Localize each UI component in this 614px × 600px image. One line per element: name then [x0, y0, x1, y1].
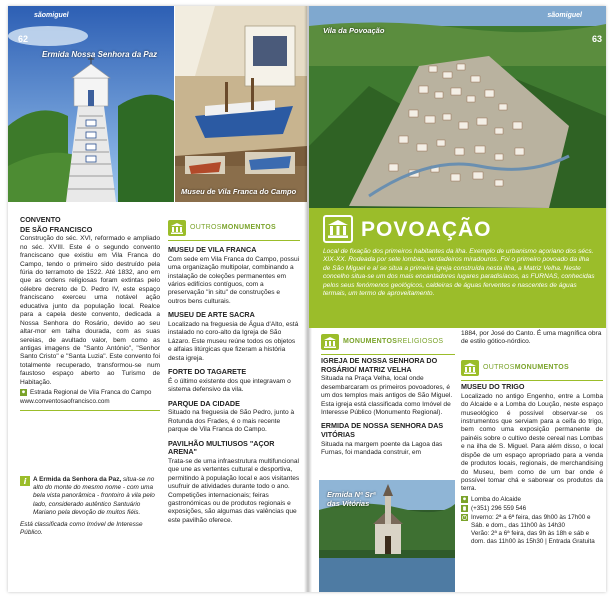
monumentos-religiosos-heading: MONUMENTOSRELIGIOSOS [343, 337, 444, 345]
location-icon [461, 496, 468, 503]
entry-ermida-vitorias: ERMIDA DE NOSSA SENHORA DAS VITÓRIAS Situada na margem poente da Lagoa das Furnas, foi mandada construir, em [321, 421, 444, 457]
right-page [309, 6, 606, 592]
section-divider-religiosos [321, 354, 455, 355]
section-divider [168, 240, 300, 241]
convento-body: Construção do séc. XVI, reformado e ampliado no séc. XVIII. Este é o segundo convento franciscano que existiu em Vila Franca do Campo, tendo o primeiro sido destruído pela fúria do terramoto de 1522. Até 1832, ano em que as ordens religiosas foram extintas pelo célebre decreto de D. Pedro IV, este espaço franciscano exerceu uma notável ação educativa junto da população local. Realce para a capela deste convento, dedicada a Nossa Senhora do Rosário, devido ao seu altar-mor em talha dourada, com as suas sereias, de avultado valor, bem como as antigas imagens de "Santo António", "Senhor Santo Cristo" e "Santa Luzia". Este convento foi totalmente recuperado, transformou-se num faustoso espaço aberto ao Turismo de Habitação. [20, 235, 160, 386]
town-illustration [309, 6, 606, 208]
entry-museu-trigo: MUSEU DO TRIGO Localizado no antigo Engenho, entre a Lomba do Alcaide e a Lomba do Loução, neste espaço museológico é possível observar-se os instrumentos que serviam para a ceifa do trigo, bem como uma exposição permanente de painéis sobre o cultivo deste cereal nas Lombas e na ilha de S. Miguel. Para além disso, o local dispõe de um espaço apropriado para a venda de produtos locais, regionais, de merchandising do Museu, bem como de um bar onde é possível tomar chá e saborear os produtos da terra. Lomba do Alcaide (+351) 296 559 546 Inverno: 2ª a 6ª feira, das 9h00 às 17h00 e Sáb. e dom., das 11h00 às 14h30 Verão: 2ª a 6ª feira, das 9h às 18h e sáb e dom. das 11h00 às 15h30 | Entrada Gratuita [461, 382, 603, 546]
povoacao-intro: Local de fixação dos primeiros habitantes da ilha. Exemplo de urbanismo açoriano dos sécs. XIX-XX. Rodeada por sete lombas, verdadeiros miradouros. Foi o primeiro povoado da ilha de São Miguel e aí se situa a primeira igreja construída nesta ilha, a Matriz Velha. Neste concelho situa-se um dos mais encantadores lugares paradisíacos, as FURNAS, conhecidas pelos seus fenómenos geológicos, caldeiras de águas ferventes e nascentes de águas termais, um termo de aproveitamento. [323, 248, 595, 298]
convento-website[interactable] [20, 398, 160, 406]
section-divider-right [461, 380, 603, 381]
convento-divider [20, 410, 160, 411]
monumentos-religiosos-label [321, 334, 455, 350]
museu-trigo-hours: Inverno: 2ª a 6ª feira, das 9h00 às 17h00 e Sáb. e dom., das 11h00 às 14h30 Verão: 2ª a 6ª feira, das 9h às 18h e sáb e dom. das 11h00 às 15h30 | Entrada Gratuita [461, 514, 603, 546]
location-icon [20, 389, 27, 396]
convento-address [20, 389, 160, 397]
church-icon [321, 334, 339, 350]
entry-museu-vila-franca: MUSEU DE VILA FRANCA Com sede em Vila Franca do Campo, possui uma organização multipolar, combinando a instalação de coleções permanentes em vários edifícios contíguos, com a preservação "in situ" de construções e outros bens culturais. [168, 245, 300, 305]
photo-caption-ermida: Ermida Nossa Senhora da Paz [42, 50, 158, 59]
photo-caption-vitorias: Ermida Nª Srª das Vitórias [327, 490, 376, 508]
intro-continuation: 1884, por José do Canto. É uma magnífica obra de estilo gótico-nórdico. [461, 330, 602, 346]
convento-column [20, 216, 160, 413]
povoacao-title: POVOAÇÃO [361, 218, 492, 241]
tip-body: situa-se no alto do monte do mesmo nome - com uma bela vista panorâmica - frontoiro à vila pelo lado, considerado autêntico Santuário Mariano pela devoção de muitos fiéis. [33, 476, 155, 516]
entry-igreja-rosario: IGREJA DE NOSSA SENHORA DO ROSÁRIO/ MATRIZ VELHA Situada na Praça Velha, local onde desembarcaram os primeiros povoadores, é um dos templos mais antigos de São Miguel. Esta igreja está classificada como Imóvel de Interesse Público (Monumento Regional). [321, 356, 453, 417]
museu-trigo-phone: (+351) 296 559 546 [461, 505, 603, 513]
photo-ermida-paz [8, 6, 174, 202]
tip-ermida [20, 476, 160, 537]
outros-monumentos-right-column [461, 358, 603, 546]
monumentos-religiosos-column [321, 332, 455, 460]
convento-title-line1: CONVENTO [20, 215, 61, 224]
page-number-left: 62 [18, 34, 29, 44]
povoacao-banner [309, 208, 606, 328]
page-number-right: 63 [591, 34, 602, 44]
outros-monumentos-label [168, 220, 300, 236]
photo-ermida-vitorias [319, 480, 455, 592]
outros-monumentos-right-label [461, 360, 603, 376]
photo-museu-vila-franca [175, 6, 307, 202]
convento-website-text[interactable]: www.conventosaofrancisco.com [20, 398, 110, 406]
photo-caption-museu: Museu de Vila Franca do Campo [181, 187, 297, 196]
convento-address-text: Estrada Regional de Vila Franca do Campo [30, 389, 152, 397]
info-icon [20, 476, 30, 486]
outros-monumentos-heading: OUTROSMONUMENTOS [190, 223, 276, 231]
clock-icon [461, 514, 468, 521]
outros-monumentos-right-heading: OUTROSMONUMENTOS [483, 363, 569, 371]
museum-illustration [175, 6, 307, 202]
entry-museu-arte-sacra: MUSEU DE ARTE SACRA Localizado na freguesia de Água d'Alto, está instalado no coro-alto da Igreja de São Lázaro. Este museu reúne todos os objetos e alfaias litúrgicas que fizeram a história desta igreja. [168, 310, 299, 362]
ermida-illustration [8, 6, 174, 202]
left-page [8, 6, 307, 592]
outros-monumentos-column [168, 218, 300, 527]
town-icon [323, 215, 353, 243]
entry-forte-tagarete: FORTE DO TAGARETE É o último existente dos que integravam o sistema defensivo da vila. [168, 367, 291, 394]
convento-title-line2: DE SÃO FRANCISCO [20, 224, 93, 234]
tip-title: A Ermida da Senhora da Paz, [33, 476, 122, 483]
tip-header [20, 476, 160, 517]
entry-parque-cidade: PARQUE DA CIDADE Situado na freguesia de São Pedro, junto à Rotunda dos Frades, é o mais recente parque de Vila Franca do Campo. [168, 398, 295, 434]
phone-icon [461, 505, 468, 512]
entry-pavilhao-multiusos: PAVILHÃO MULTIUSOS "AÇOR ARENA" Trata-se de uma infraestrutura multifuncional que une as vertentes cultural e desportiva, permitindo à população local e aos visitantes usufruir de atividades durante todo o ano. Competições internacionais; feiras gastronómicas ou de produtos regionais e exposições, são algumas das valências que este pavilhão oferece. [168, 438, 300, 524]
brand-logo-right: sãomiguel [547, 12, 582, 19]
photo-vila-povoacao [309, 6, 606, 208]
tip-note: Está classificada como Imóvel de Interesse Público. [20, 520, 143, 537]
monument-icon [168, 220, 186, 236]
svg-text:i: i [23, 477, 27, 486]
brand-logo-left: sãomiguel [34, 12, 69, 19]
museu-trigo-address: Lomba do Alcaide [461, 496, 603, 504]
photo-caption-povoacao: Vila da Povoação [323, 26, 385, 35]
monument-icon-right [461, 360, 479, 376]
magazine-spread [8, 6, 606, 592]
